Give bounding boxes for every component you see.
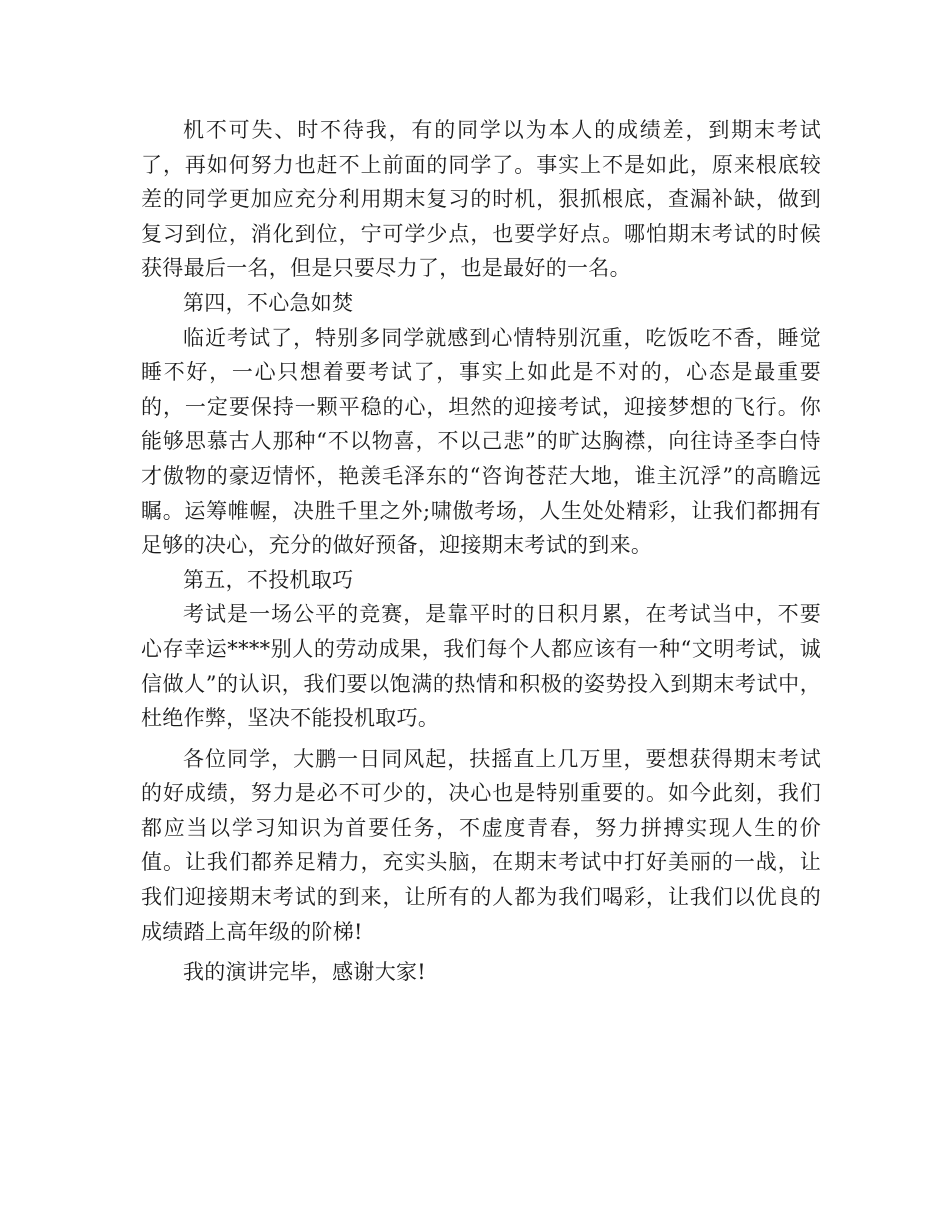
paragraph-closing-appeal: 各位同学，大鹏一日同风起，扶摇直上几万里，要想获得期末考试的好成绩，努力是必不可少的，决心也是特别重要的。如今此刻，我们都应当以学习知识为首要任务，不虚度青春，努力拼搏实现人生的价值。让我们都养足精力，充实头脑，在期末考试中打好美丽的一战，让我们迎接期末考试的到来，让所有的人都为我们喝彩，让我们以优良的成绩踏上高年级的阶梯!: [141, 746, 821, 944]
section-heading-fifth: 第五，不投机取巧: [183, 567, 354, 592]
section-heading-fourth: 第四，不心急如焚: [183, 290, 354, 315]
paragraph-calm-mindset: 临近考试了，特别多同学就感到心情特别沉重，吃饭吃不香，睡觉睡不好，一心只想着要考试了，事实上如此是不对的，心态是最重要的，一定要保持一颗平稳的心，坦然的迎接考试，迎接梦想的飞行。你能够思慕古人那种“不以物喜，不以己悲”的旷达胸襟，向往诗圣李白恃才傲物的豪迈情怀，艳羡毛泽东的“咨询苍茫大地，谁主沉浮”的高瞻远瞩。运筹帷幄，决胜千里之外;啸傲考场，人生处处精彩，让我们都拥有足够的决心，充分的做好预备，迎接期末考试的到来。: [141, 325, 821, 558]
paragraph-honest-exam: 考试是一场公平的竞赛，是靠平时的日积月累，在考试当中，不要心存幸运****别人的劳动成果，我们每个人都应该有一种“文明考试，诚信做人”的认识，我们要以饱满的热情和积极的姿势投入到期末考试中，杜绝作弊，坚决不能投机取巧。: [141, 602, 821, 731]
document-body: [141, 113, 821, 990]
paragraph-thanks: 我的演讲完毕，感谢大家!: [183, 960, 427, 985]
paragraph-exam-opportunity: 机不可失、时不待我，有的同学以为本人的成绩差，到期末考试了，再如何努力也赶不上前面的同学了。事实上不是如此，原来根底较差的同学更加应充分利用期末复习的时机，狠抓根底，查漏补缺，做到复习到位，消化到位，宁可学少点，也要学好点。哪怕期末考试的时候获得最后一名，但是只要尽力了，也是最好的一名。: [141, 118, 821, 281]
